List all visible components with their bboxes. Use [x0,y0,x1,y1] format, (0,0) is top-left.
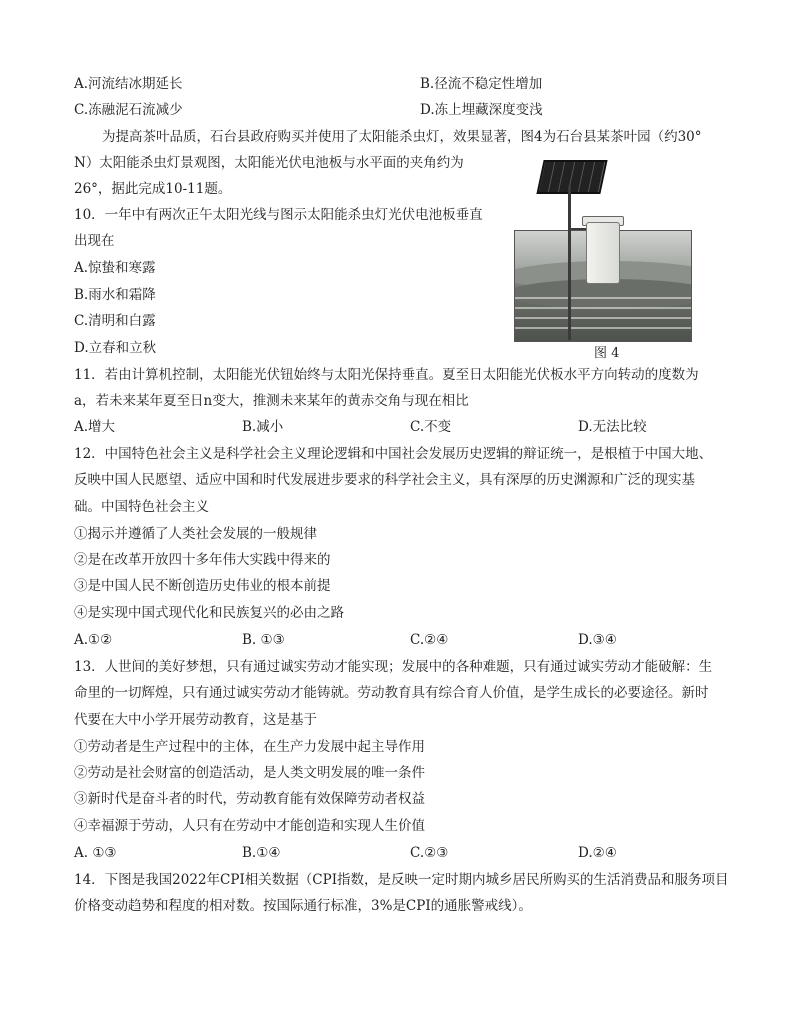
q13-statement-3: ③新时代是奋斗者的时代，劳动教育能有效保障劳动者权益 [74,791,425,807]
q14-stem-line-2: 价格变动趋势和程度的相对数。按国际通行标准，3%是CPI的通胀警戒线）。 [74,898,532,914]
q9-option-b: B.径流不稳定性增加 [420,76,543,92]
q12-statement-1: ①揭示并遵循了人类社会发展的一般规律 [74,526,317,542]
passage-line-2: N）太阳能杀虫灯景观图，太阳能光伏电池板与水平面的夹角约为 [74,155,464,171]
q11-stem-line-1: 11．若由计算机控制，太阳能光伏钮始终与太阳光保持垂直。夏至日太阳能光伏板水平方向转动的度数为 [74,367,699,383]
q14-stem-line-1: 14．下图是我国2022年CPI相关数据（CPI指数，是反映一定时期内城乡居民所购买的生活消费品和服务项目 [74,872,729,888]
q12-stem-line-1: 12．中国特色社会主义是科学社会主义理论逻辑和中国社会发展历史逻辑的辩证统一，是根植于中国大地、 [74,446,713,462]
q9-option-c: C.冻融泥石流减少 [74,102,183,118]
q13-statement-1: ①劳动者是生产过程中的主体，在生产力发展中起主导作用 [74,739,425,755]
q13-option-b: B.①④ [242,845,281,861]
q11-option-d: D.无法比较 [578,419,647,435]
q12-option-c: C.②④ [410,632,449,648]
solar-panel-icon [536,160,607,194]
q13-statement-2: ②劳动是社会财富的创造活动，是人类文明发展的唯一条件 [74,765,425,781]
passage-line-3: 26°，据此完成10-11题。 [74,181,232,197]
q12-option-a: A.①② [74,632,113,648]
figure-4 [508,160,698,365]
q10-stem-line-1: 10．一年中有两次正午太阳光线与图示太阳能杀虫灯光伏电池板垂直 [74,207,483,223]
lamp-pole [568,186,571,340]
q13-stem-line-3: 代要在大中小学开展劳动教育，这是基于 [74,712,317,728]
q10-stem-line-2: 出现在 [74,233,115,249]
q10-option-a: A.惊蛰和寒露 [74,260,156,276]
q12-statement-3: ③是中国人民不断创造历史伟业的根本前提 [74,578,331,594]
q9-option-d: D.冻上埋藏深度变浅 [420,102,543,118]
q13-stem-line-1: 13．人世间的美好梦想，只有通过诚实劳动才能实现；发展中的各种难题，只有通过诚实劳动才能破解：生 [74,659,713,675]
q12-statement-2: ②是在改革开放四十多年伟大实践中得来的 [74,552,331,568]
q10-option-b: B.雨水和霜降 [74,287,156,303]
q12-statement-4: ④是实现中国式现代化和民族复兴的必由之路 [74,605,344,621]
insect-trap-lamp [586,222,620,284]
figure-caption: 图 4 [594,346,620,361]
q13-stem-line-2: 命里的一切辉煌，只有通过诚实劳动才能铸就。劳动教育具有综合育人价值，是学生成长的必要途径。新时 [74,685,709,701]
q13-option-d: D.②④ [578,845,617,861]
q13-option-a: A. ①③ [74,845,117,861]
passage-line-1: 为提高茶叶品质，石台县政府购买并使用了太阳能杀虫灯，效果显著，图4为石台县某茶叶园（约30° [102,129,702,145]
q11-option-a: A.增大 [74,419,116,435]
q11-option-b: B.减小 [242,419,284,435]
q10-option-c: C.清明和白露 [74,313,156,329]
q13-statement-4: ④幸福源于劳动，人只有在劳动中才能创造和实现人生价值 [74,818,425,834]
q12-option-d: D.③④ [578,632,617,648]
q11-option-c: C.不变 [410,419,452,435]
q13-option-c: C.②③ [410,845,449,861]
q11-stem-line-2: a，若未来某年夏至日n变大，推测未来某年的黄赤交角与现在相比 [74,393,469,409]
q12-stem-line-3: 础。中国特色社会主义 [74,499,209,515]
q12-option-b: B. ①③ [242,632,285,648]
q12-stem-line-2: 反映中国人民愿望、适应中国和时代发展进步要求的科学社会主义，具有深厚的历史渊源和广泛的现实基 [74,472,695,488]
q9-option-a: A.河流结冰期延长 [74,76,183,92]
q10-option-d: D.立春和立秋 [74,340,157,356]
